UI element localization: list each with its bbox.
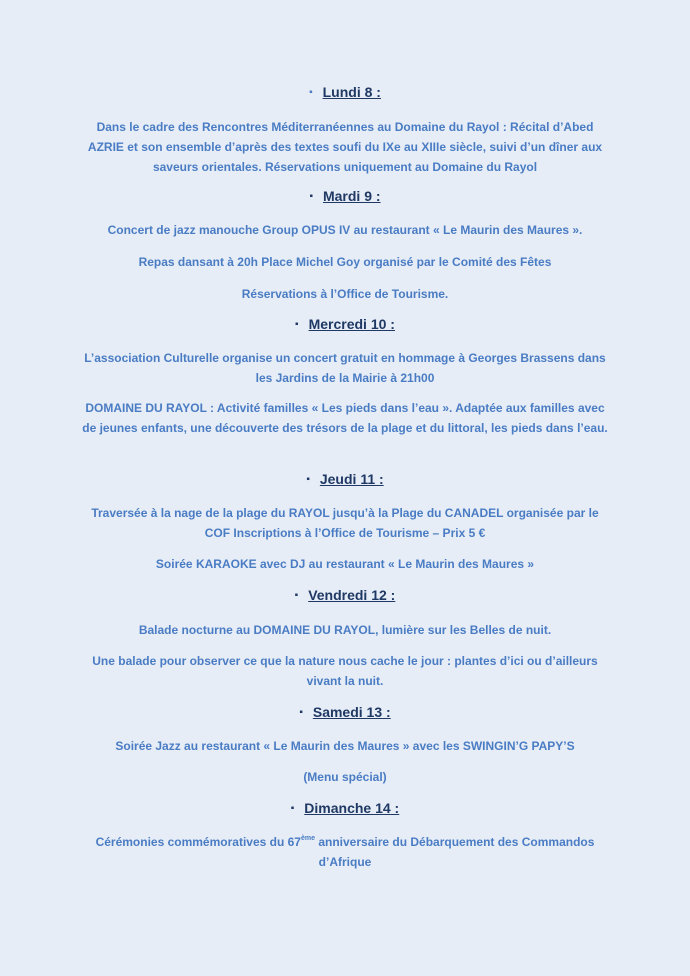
day-title: Samedi 13 : — [312, 704, 391, 720]
day-heading-vendredi — [0, 587, 690, 603]
event-paragraph: L’association Culturelle organise un concert gratuit en hommage à Georges Brassens dans les Jardins de la Mairie à 21h00 — [84, 351, 606, 385]
event-paragraph: Soirée Jazz au restaurant « Le Maurin des Maures » avec les SWINGIN’G PAPY’S — [115, 739, 575, 753]
day-heading-samedi — [0, 704, 690, 720]
bullet-icon: ▪ — [309, 87, 313, 98]
bullet-icon: ▪ — [294, 590, 299, 601]
bullet-icon: ▪ — [306, 474, 310, 485]
event-paragraph: Balade nocturne au DOMAINE DU RAYOL, lumière sur les Belles de nuit. — [138, 623, 552, 637]
day-title: Vendredi 12 : — [308, 587, 396, 603]
event-paragraph: Réservations à l’Office de Tourisme. — [241, 287, 449, 301]
event-paragraph: Une balade pour observer ce que la nature nous cache le jour : plantes d’ici ou d’ailleurs vivant la nuit. — [92, 654, 598, 688]
event-paragraph: Traversée à la nage de la plage du RAYOL jusqu’à la Plage du CANADEL organisée par le COF Inscriptions à l’Office de Tourisme – Prix 5 € — [91, 506, 599, 540]
bullet-icon: ▪ — [295, 319, 299, 330]
bullet-icon: ▪ — [290, 803, 295, 814]
event-paragraph: Soirée KARAOKE avec DJ au restaurant « Le Maurin des Maures » — [155, 557, 535, 571]
day-heading-mardi — [0, 188, 690, 204]
event-paragraph: Concert de jazz manouche Group OPUS IV au restaurant « Le Maurin des Maures ». — [107, 223, 583, 237]
event-paragraph: (Menu spécial) — [303, 770, 387, 784]
event-paragraph: Repas dansant à 20h Place Michel Goy organisé par le Comité des Fêtes — [138, 255, 552, 269]
day-heading-jeudi — [0, 471, 690, 487]
ordinal-superscript: ème — [300, 835, 315, 842]
bullet-icon: ▪ — [309, 191, 313, 202]
paragraph-text-start: Cérémonies commémoratives du 67 — [95, 835, 301, 849]
event-paragraph: DOMAINE DU RAYOL : Activité familles « Les pieds dans l’eau ». Adaptée aux familles avec de jeunes enfants, une découverte des trésors de la plage et du littoral, les pieds dans l’eau. — [82, 401, 608, 435]
event-paragraph — [80, 832, 610, 872]
paragraph-text-end: anniversaire du Débarquement des Commandos d’Afrique — [315, 835, 595, 869]
bullet-icon: ▪ — [299, 707, 303, 718]
day-title: Lundi 8 : — [322, 84, 381, 100]
event-paragraph: Dans le cadre des Rencontres Méditerranéennes au Domaine du Rayol : Récital d’Abed AZRIE et son ensemble d’après des textes soufi du IXe au XIIIe siècle, suivi d’un dîner aux saveurs orientales. Réservations uniquement au Domaine du Rayol — [87, 120, 603, 174]
day-heading-lundi — [0, 84, 690, 100]
day-heading-mercredi — [0, 316, 690, 332]
day-title: Mardi 9 : — [322, 188, 381, 204]
day-title: Dimanche 14 : — [304, 800, 400, 816]
day-title: Mercredi 10 : — [308, 316, 395, 332]
day-title: Jeudi 11 : — [319, 471, 384, 487]
day-heading-dimanche — [0, 800, 690, 816]
